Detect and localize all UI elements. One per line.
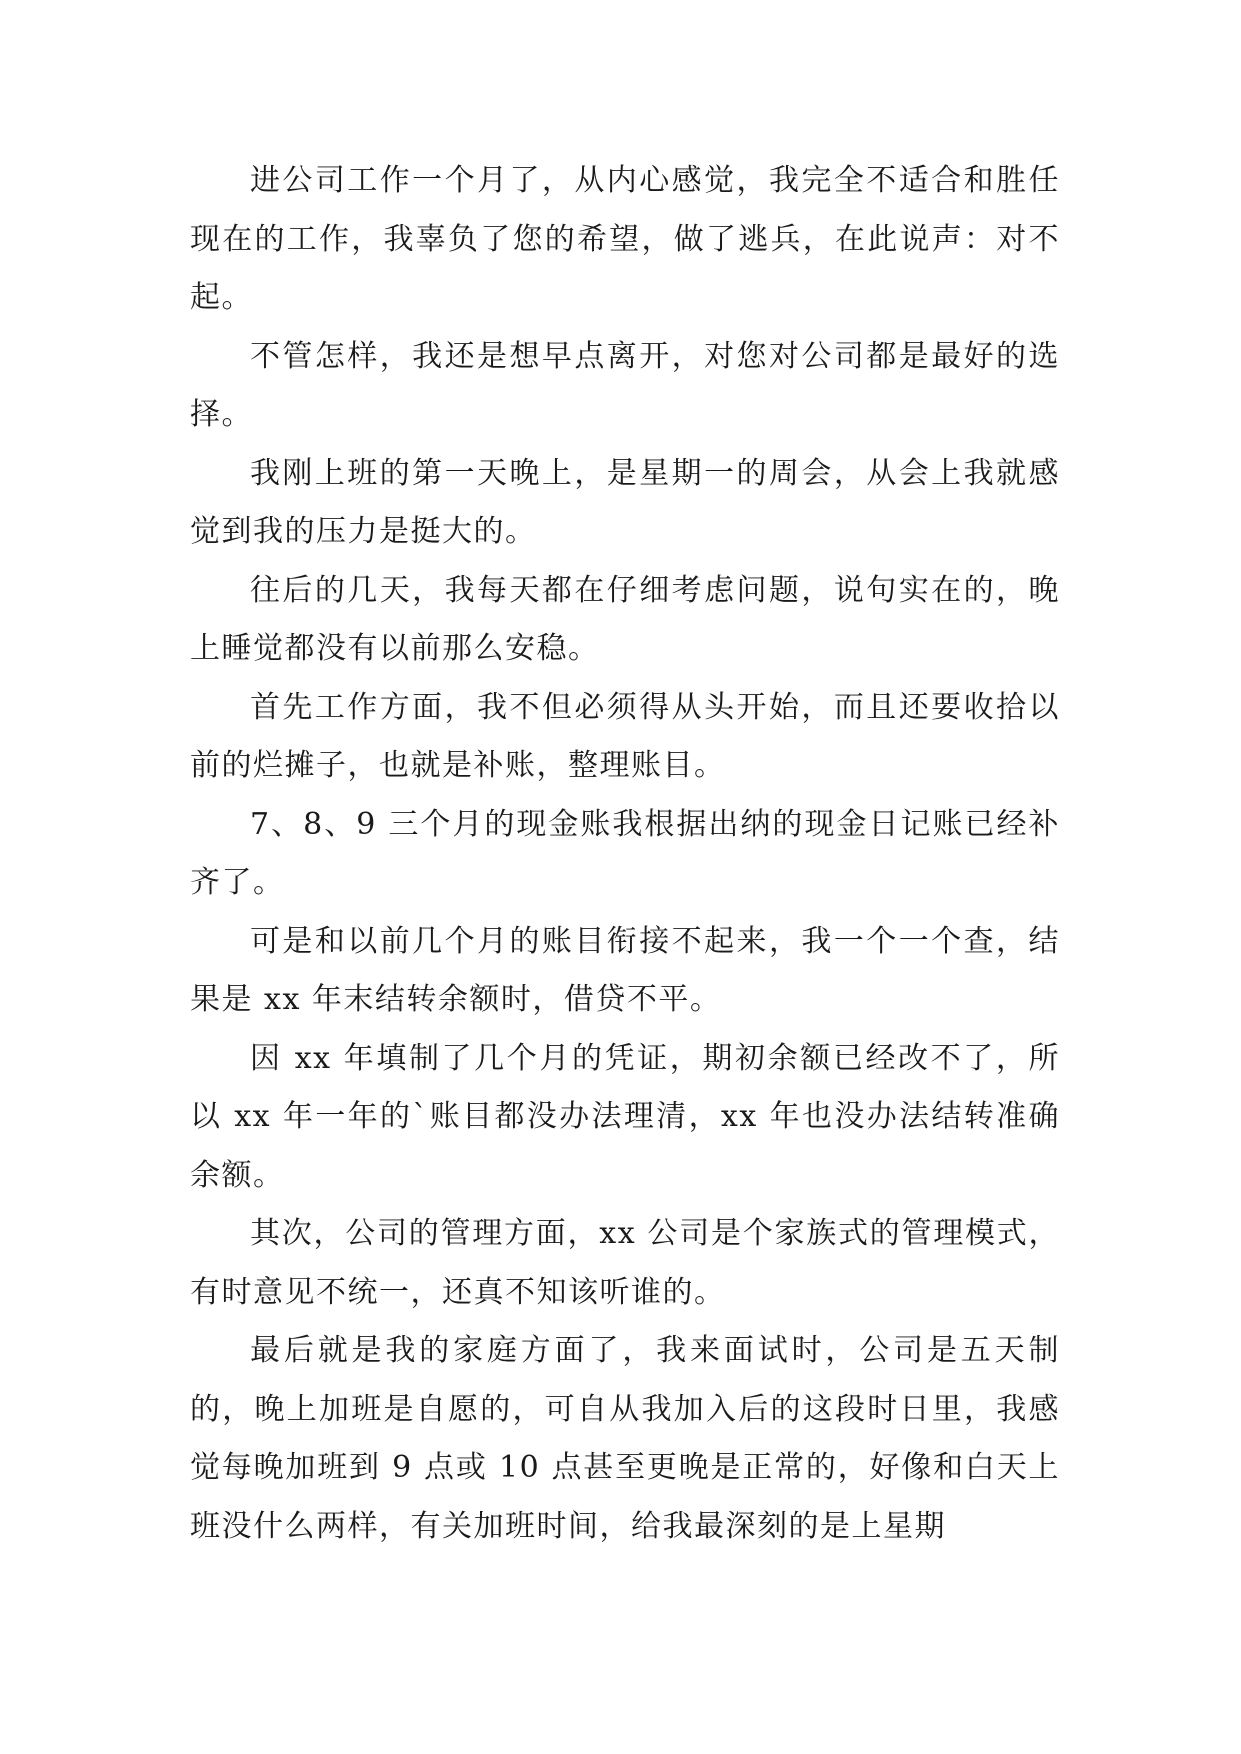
paragraph: 往后的几天，我每天都在仔细考虑问题，说句实在的，晚上睡觉都没有以前那么安稳。 (190, 572, 1060, 666)
document-body (190, 152, 1060, 1556)
paragraph: 因 xx 年填制了几个月的凭证，期初余额已经改不了，所以 xx 年一年的`账目都没办法理清，xx 年也没办法结转准确余额。 (190, 1040, 1060, 1193)
paragraph: 进公司工作一个月了，从内心感觉，我完全不适合和胜任现在的工作，我辜负了您的希望，做了逃兵，在此说声：对不起。 (190, 163, 1060, 315)
paragraph: 其次，公司的管理方面，xx 公司是个家族式的管理模式，有时意见不统一，还真不知该听谁的。 (190, 1216, 1060, 1310)
paragraph: 最后就是我的家庭方面了，我来面试时，公司是五天制的，晚上加班是自愿的，可自从我加入后的这段时日里，我感觉每晚加班到 9 点或 10 点甚至更晚是正常的，好像和白天上班没什么两样，有关加班时间，给我最深刻的是上星期 (190, 1333, 1060, 1544)
paragraph: 不管怎样，我还是想早点离开，对您对公司都是最好的选择。 (190, 338, 1060, 432)
paragraph: 我刚上班的第一天晚上，是星期一的周会，从会上我就感觉到我的压力是挺大的。 (190, 455, 1060, 549)
paragraph: 可是和以前几个月的账目衔接不起来，我一个一个查，结果是 xx 年末结转余额时，借贷不平。 (190, 923, 1060, 1017)
paragraph: 首先工作方面，我不但必须得从头开始，而且还要收拾以前的烂摊子，也就是补账，整理账目。 (190, 689, 1060, 783)
paragraph: 7、8、9 三个月的现金账我根据出纳的现金日记账已经补齐了。 (190, 806, 1060, 900)
